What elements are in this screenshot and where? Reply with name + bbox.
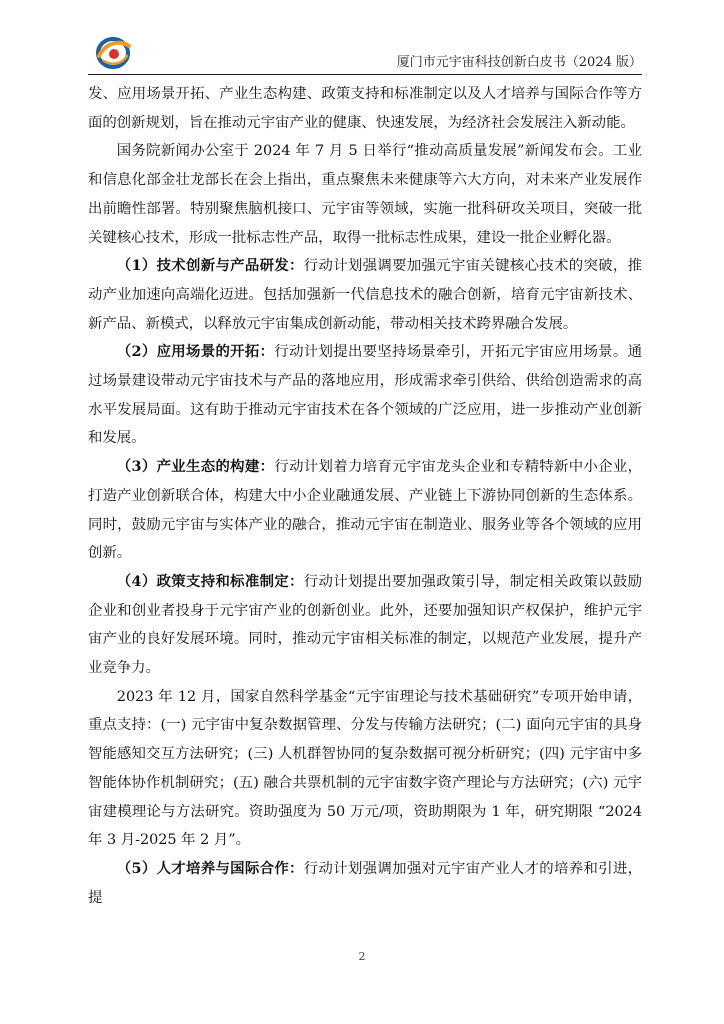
paragraph: 国务院新闻办公室于 2024 年 7 月 5 日举行“推动高质量发展”新闻发布会。工业和信息化部金壮龙部长在会上指出，重点聚焦未来健康等六大方向，对未来产业发展作出前瞻性部署。特别聚焦脑机接口、元宇宙等领域，实施一批科研攻关项目，突破一批关键核心技术，形成一批标志性产品，取得一批标志性成果，建设一批企业孵化器。 [88,143,642,246]
paragraph: （1）技术创新与产品研发：行动计划强调要加强元宇宙关键核心技术的突破，推动产业加速向高端化迈进。包括加强新一代信息技术的融合创新，培育元宇宙新技术、新产品、新模式，以释放元宇宙集成创新动能，带动相关技术跨界融合发展。 [88,257,642,332]
paragraph-lead: （2）应用场景的开拓： [116,343,275,361]
header-title: 厦门市元宇宙科技创新白皮书（2024 版） [396,55,642,70]
paragraph-lead: （3）产业生态的构建： [116,458,275,476]
paragraph-lead: （4）政策支持和标准制定： [116,572,304,590]
globe-swoosh-logo-icon [94,34,132,70]
page-header [88,30,642,75]
paragraph-lead: （5）人才培养与国际合作： [116,859,304,877]
page-number: 2 [358,950,366,963]
paragraph: 发、应用场景开拓、产业生态构建、政策支持和标准制定以及人才培养与国际合作等方面的创新规划，旨在推动元宇宙产业的健康、快速发展，为经济社会发展注入新动能。 [88,86,642,131]
paragraph: （2）应用场景的开拓：行动计划提出要坚持场景牵引，开拓元宇宙应用场景。通过场景建设带动元宇宙技术与产品的落地应用，形成需求牵引供给、供给创造需求的高水平发展局面。这有助于推动元宇宙技术在各个领域的广泛应用，进一步推动产业创新和发展。 [88,343,642,447]
paragraph: （5）人才培养与国际合作：行动计划强调加强对元宇宙产业人才的培养和引进，提 [88,859,642,906]
paragraph-lead: （1）技术创新与产品研发： [116,257,304,275]
paragraph: （4）政策支持和标准制定：行动计划提出要加强政策引导，制定相关政策以鼓励企业和创业者投身于元宇宙产业的创新创业。此外，还要加强知识产权保护，维护元宇宙产业的良好发展环境。同时，推动元宇宙相关标准的制定，以规范产业发展，提升产业竞争力。 [88,572,642,677]
body-text [88,80,642,912]
paragraph: 2023 年 12 月，国家自然科学基金“元宇宙理论与技术基础研究”专项开始申请，重点支持：(一) 元宇宙中复杂数据管理、分发与传输方法研究；(二) 面向元宇宙的具身智能感知交互方法研究；(三) 人机群智协同的复杂数据可视分析研究；(四) 元宇宙中多智能体协作机制研究；(五) 融合共票机制的元宇宙数字资产理论与方法研究；(六) 元宇宙建模理论与方法研究。资助强度为 50 万元/项，资助期限为 1 年，研究期限 “2024 年 3 月-2025 年 2 月”。 [88,688,642,849]
paragraph: （3）产业生态的构建：行动计划着力培育元宇宙龙头企业和专精特新中小企业，打造产业创新联合体，构建大中小企业融通发展、产业链上下游协同创新的生态体系。同时，鼓励元宇宙与实体产业的融合，推动元宇宙在制造业、服务业等各个领域的应用创新。 [88,458,642,562]
